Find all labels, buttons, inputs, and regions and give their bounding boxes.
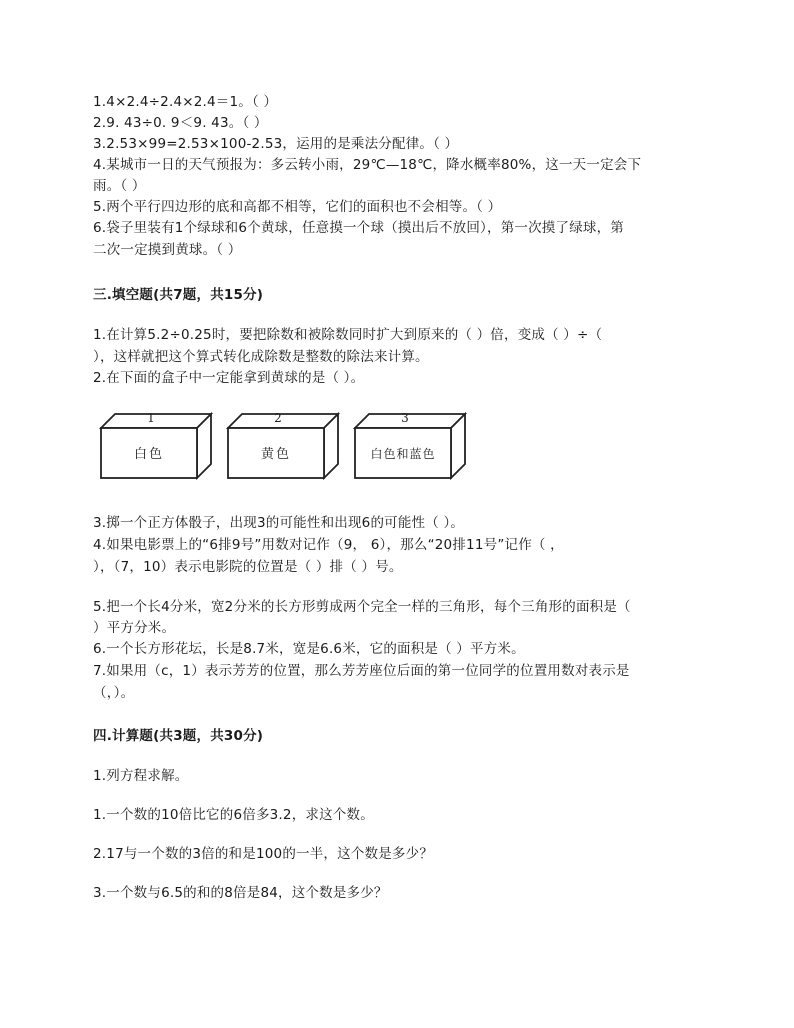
question-3-1-line1: 1.在计算5.2÷0.25时，要把除数和被除数同时扩大到原来的（ ）倍，变成（ ）÷（ [93,327,603,343]
section-3-title: 三.填空题(共7题，共15分) [93,287,264,303]
question-2-4-line1: 4.某城市一日的天气预报为：多云转小雨，29℃—18℃，降水概率80%，这一天一定会下 [93,157,642,173]
box-3-label: 白色和蓝色 [370,447,436,461]
question-3-4-line2: ），（7，10）表示电影院的位置是（ ）排（ ）号。 [93,559,403,575]
question-3-7-line2: （，）。 [93,685,135,701]
question-2-5: 5.两个平行四边形的底和高都不相等，它们的面积也不会相等。（ ） [93,199,502,215]
box-1-label: 白色 [133,447,165,462]
question-3-3: 3.掷一个正方体骰子，出现3的可能性和出现6的可能性（ ）。 [93,515,465,531]
question-3-2: 2.在下面的盒子中一定能拿到黄球的是（ ）。 [93,370,365,386]
section-4-title: 四.计算题(共3题，共30分) [93,728,264,744]
question-3-1-line2: ），这样就把这个算式转化成除数是整数的除法来计算。 [93,349,429,365]
question-2-6-line2: 二次一定摸到黄球。（ ） [93,242,242,258]
question-2-4-line2: 雨。（ ） [93,178,146,194]
question-3-4-line1: 4.如果电影票上的“6排9号”用数对记作（9， 6），那么“20排11号”记作（ ， [93,537,564,553]
question-3-5-line2: ）平方分米。 [93,620,176,636]
question-4-3: 3.一个数与6.5的和的8倍是84，这个数是多少？ [93,885,388,901]
question-2-6-line1: 6.袋子里装有1个绿球和6个黄球，任意摸一个球（摸出后不放回），第一次摸了绿球，第 [93,220,625,236]
question-2-2: 2.9. 43÷0. 9＜9. 43。（ ） [93,115,268,131]
question-4-1: 1.一个数的10倍比它的6倍多3.2，求这个数。 [93,807,374,823]
question-3-6: 6.一个长方形花坛，长是8.7米，宽是6.6米，它的面积是（ ）平方米。 [93,641,525,657]
box-1 [101,414,211,478]
box-2-number: 2 [274,411,282,425]
box-3-number: 3 [401,411,409,425]
question-2-1: 1.4×2.4÷2.4×2.4＝1。（ ） [93,94,278,110]
box-2 [228,414,338,478]
question-4-2: 2.17与一个数的3倍的和是100的一半，这个数是多少？ [93,846,434,862]
question-2-3: 3.2.53×99=2.53×100-2.53，运用的是乘法分配律。（ ） [93,136,459,152]
box-1-number: 1 [147,411,155,425]
box-3 [355,414,465,478]
box-2-label: 黄色 [260,447,292,462]
question-3-5-line1: 5.把一个长4分米，宽2分米的长方形剪成两个完全一样的三角形，每个三角形的面积是（ [93,599,631,615]
question-4-intro: 1.列方程求解。 [93,768,189,784]
boxes-figure [93,408,473,488]
question-3-7-line1: 7.如果用（c，1）表示芳芳的位置，那么芳芳座位后面的第一位同学的位置用数对表示是 [93,663,630,679]
